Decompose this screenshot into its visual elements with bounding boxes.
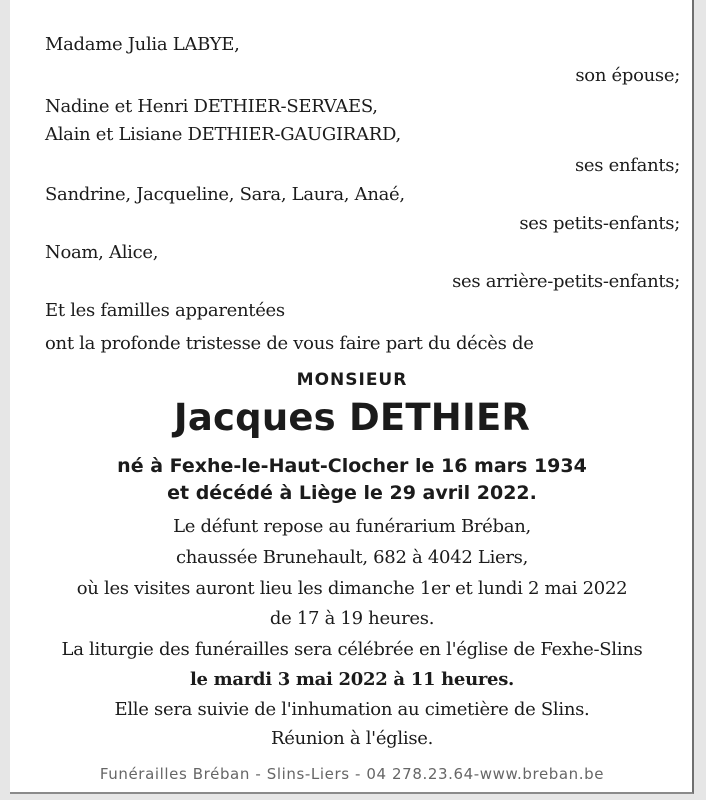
arrangements-line-3: où les visites auront lieu les dimanche 1er et lundi 2 mai 2022 <box>76 578 628 599</box>
obituary-notice <box>10 0 694 794</box>
announcement-line: ont la profonde tristesse de vous faire part du décès de <box>45 333 534 354</box>
deceased-name: Jacques DETHIER <box>173 396 531 439</box>
arrangements-line-4: de 17 à 19 heures. <box>269 608 435 629</box>
child-line-2: Alain et Lisiane DETHIER-GAUGIRARD, <box>45 124 401 145</box>
children-relation: ses enfants; <box>574 155 680 176</box>
arrangements-line-7: Elle sera suivie de l'inhumation au cimetière de Slins. <box>114 699 590 720</box>
great-grandchildren-relation: ses arrière-petits-enfants; <box>452 271 680 292</box>
grandchildren-names: Sandrine, Jacqueline, Sara, Laura, Anaé, <box>45 184 405 205</box>
deceased-title: MONSIEUR <box>296 370 408 390</box>
relatives-line: Et les familles apparentées <box>45 300 285 321</box>
spouse-relation: son épouse; <box>575 65 680 86</box>
funeral-home-footer: Funérailles Bréban - Slins-Liers - 04 278.23.64-www.breban.be <box>99 765 605 783</box>
child-line-1: Nadine et Henri DETHIER-SERVAES, <box>45 96 378 117</box>
great-grandchildren-names: Noam, Alice, <box>45 242 159 263</box>
death-line: et décédé à Liège le 29 avril 2022. <box>167 482 537 504</box>
arrangements-line-8: Réunion à l'église. <box>270 728 434 749</box>
grandchildren-relation: ses petits-enfants; <box>519 213 680 234</box>
arrangements-line-2: chaussée Brunehault, 682 à 4042 Liers, <box>175 547 529 568</box>
arrangements-line-1: Le défunt repose au funérarium Bréban, <box>173 516 531 537</box>
arrangements-line-5: La liturgie des funérailles sera célébrée en l'église de Fexhe-Slins <box>61 639 643 660</box>
spouse-name: Madame Julia LABYE, <box>45 34 240 55</box>
birth-line: né à Fexhe-le-Haut-Clocher le 16 mars 1934 <box>117 455 587 477</box>
arrangements-line-6: le mardi 3 mai 2022 à 11 heures. <box>189 669 514 690</box>
